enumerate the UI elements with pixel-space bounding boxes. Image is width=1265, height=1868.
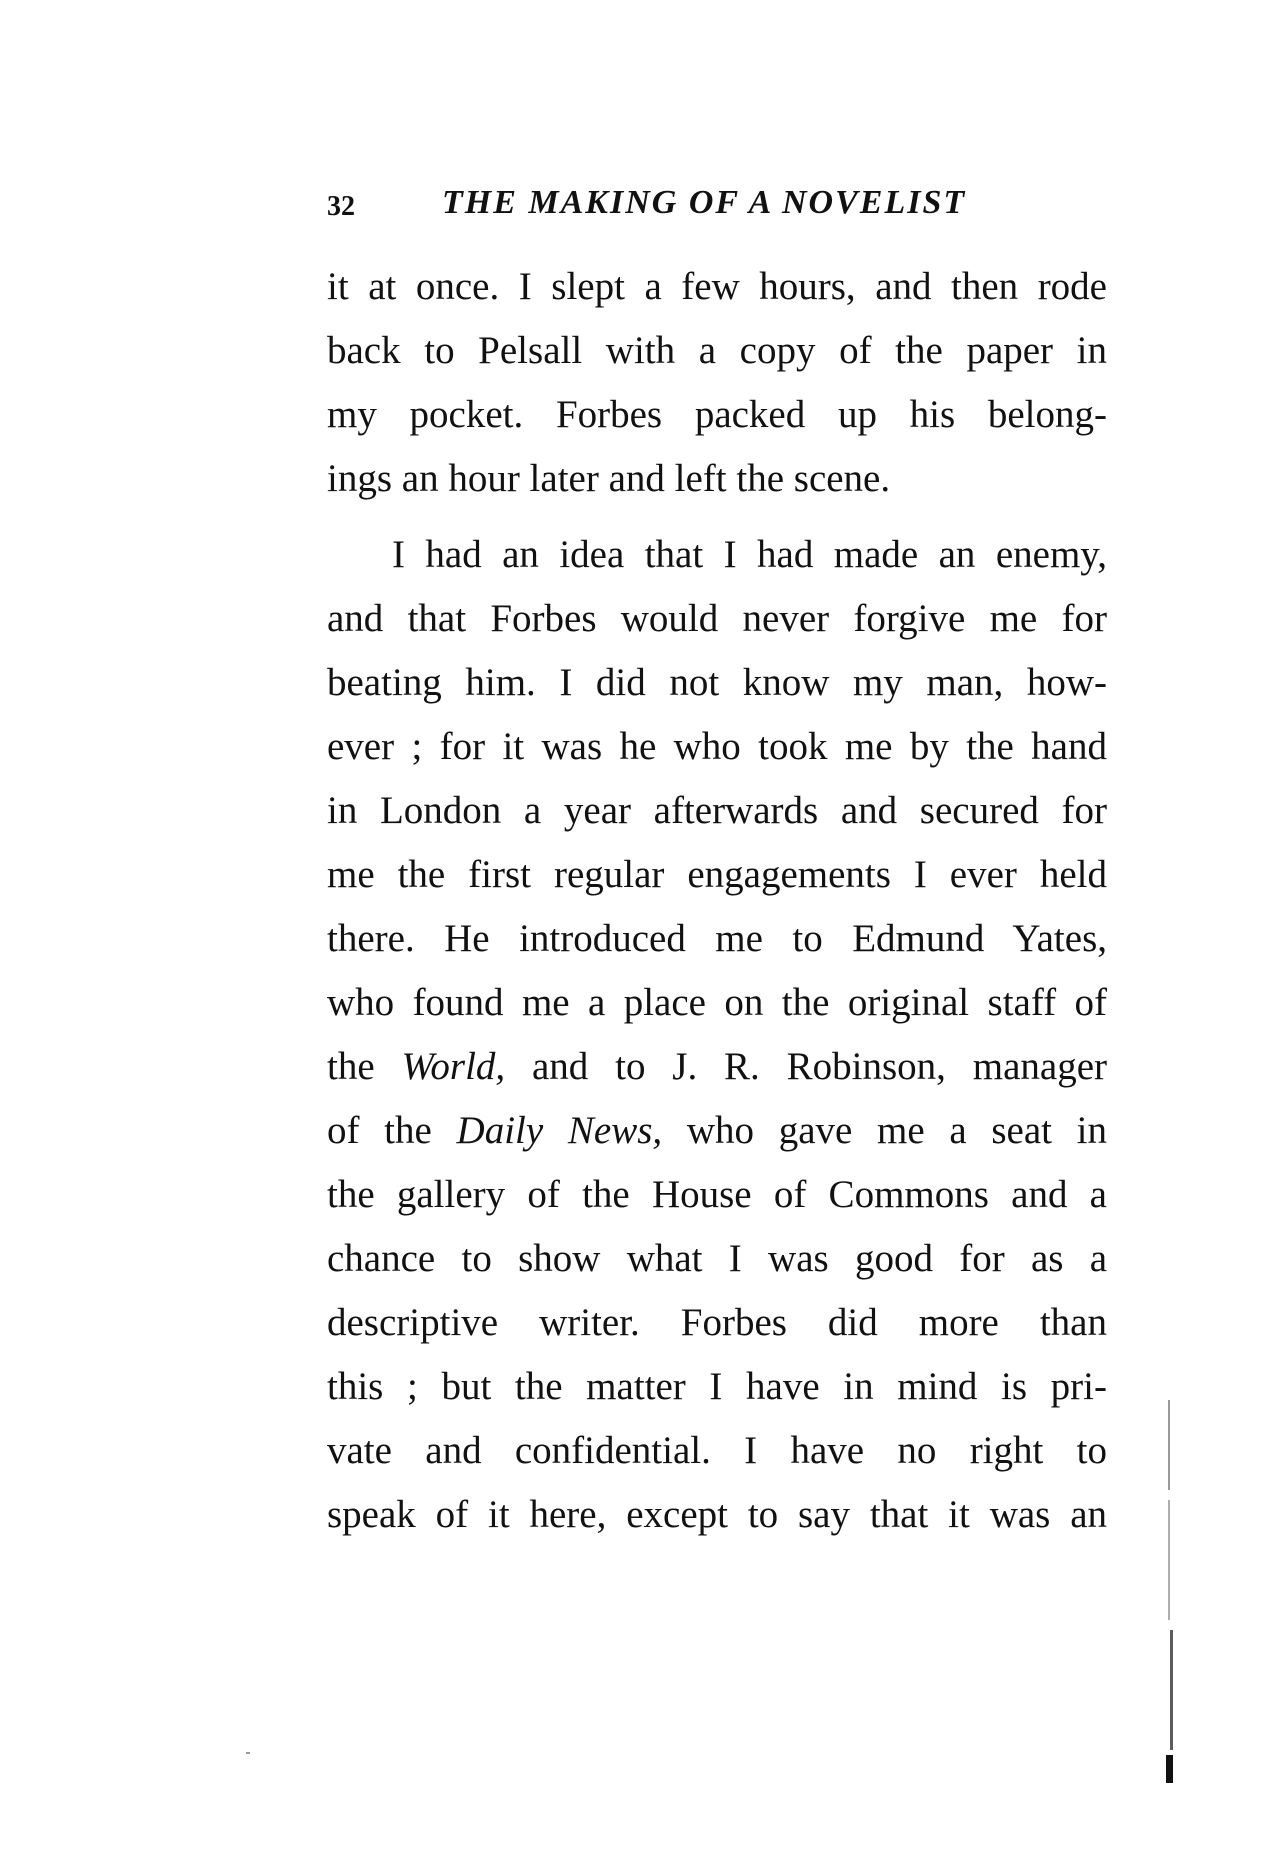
italic-title-daily-news: Daily News, bbox=[456, 1109, 663, 1152]
text-line: the gallery of the House of Commons and a bbox=[327, 1173, 1107, 1216]
text-line: descriptive writer. Forbes did more than bbox=[327, 1301, 1107, 1344]
text-fragment: the bbox=[327, 1045, 375, 1088]
text-line: in London a year afterwards and secured for bbox=[327, 789, 1107, 832]
text-line: ings an hour later and left the scene. bbox=[327, 457, 891, 500]
scan-edge-mark bbox=[1166, 1755, 1173, 1783]
text-line: back to Pelsall with a copy of the paper in bbox=[327, 329, 1107, 372]
running-title: THE MAKING OF A NOVELIST bbox=[442, 184, 967, 221]
text-fragment: and to J. R. Robinson, manager bbox=[531, 1045, 1107, 1088]
text-line: ever ; for it was he who took me by the hand bbox=[327, 725, 1107, 768]
text-line: who found me a place on the original staff of bbox=[327, 981, 1107, 1024]
text-line: it at once. I slept a few hours, and then rode bbox=[327, 265, 1107, 308]
scan-dot bbox=[246, 1752, 250, 1754]
text-line: and that Forbes would never forgive me for bbox=[327, 597, 1107, 640]
body-text bbox=[327, 255, 1107, 1547]
text-line: I had an idea that I had made an enemy, bbox=[392, 533, 1107, 576]
text-fragment: who gave me a seat in bbox=[686, 1109, 1108, 1152]
paragraph-2 bbox=[327, 523, 1107, 1547]
text-line: my pocket. Forbes packed up his belong- bbox=[327, 393, 1107, 436]
text-line: beating him. I did not know my man, how- bbox=[327, 661, 1107, 704]
text-line: speak of it here, except to say that it was an bbox=[327, 1493, 1107, 1536]
text-line: there. He introduced me to Edmund Yates, bbox=[327, 917, 1107, 960]
running-head bbox=[327, 178, 1107, 228]
page-number: 32 bbox=[327, 191, 355, 222]
text-line: chance to show what I was good for as a bbox=[327, 1237, 1107, 1280]
text-line: vate and confidential. I have no right to bbox=[327, 1429, 1107, 1472]
scan-edge-mark bbox=[1168, 1500, 1170, 1620]
scan-edge-mark bbox=[1168, 1400, 1170, 1490]
text-fragment: of the bbox=[327, 1109, 432, 1152]
scan-edge-mark bbox=[1170, 1630, 1173, 1750]
text-line bbox=[327, 1035, 1107, 1099]
paragraph-1 bbox=[327, 255, 1107, 511]
text-line: me the first regular engagements I ever held bbox=[327, 853, 1107, 896]
text-line bbox=[327, 1099, 1107, 1163]
text-line: this ; but the matter I have in mind is pri- bbox=[327, 1365, 1107, 1408]
italic-title-world: World, bbox=[401, 1045, 506, 1088]
